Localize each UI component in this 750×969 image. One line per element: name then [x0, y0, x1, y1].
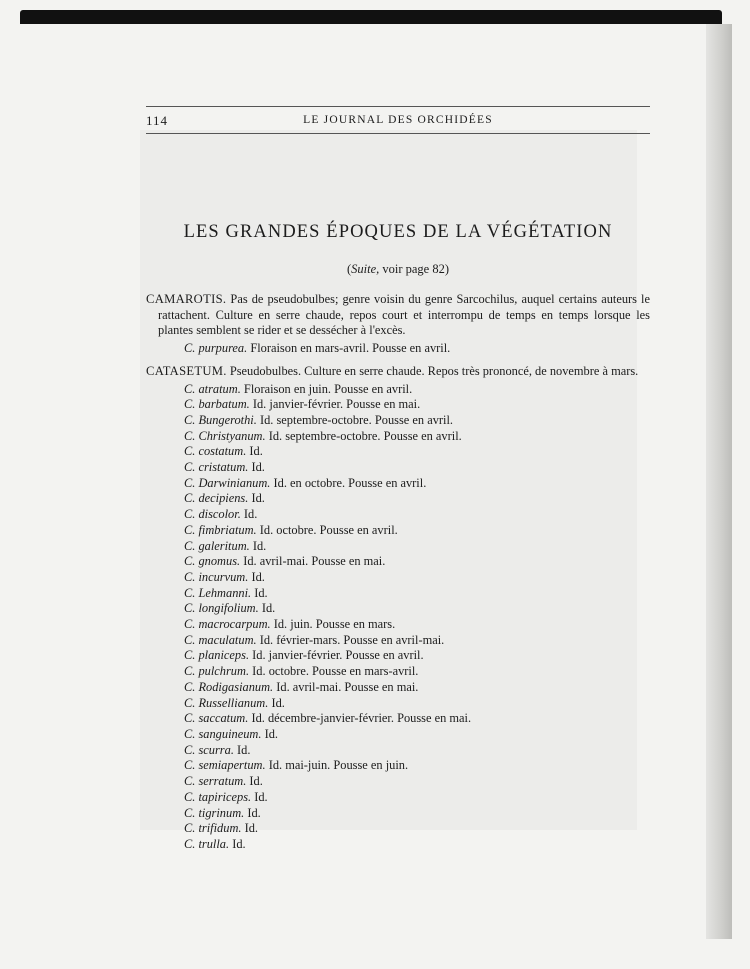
species-line [146, 397, 650, 413]
species-text: Floraison en juin. Pousse en avril. [243, 381, 413, 396]
species-line [146, 758, 650, 774]
species-line [146, 570, 650, 586]
species-name: C. galeritum. [184, 538, 250, 553]
species-text: Id. [251, 460, 265, 475]
species-text: Id. février-mars. Pousse en avril-mai. [259, 632, 445, 647]
running-header [146, 106, 650, 134]
species-line [146, 648, 650, 664]
species-name: C. tigrinum. [184, 805, 245, 820]
species-line [146, 444, 650, 460]
species-name: C. sanguineum. [184, 726, 262, 741]
species-name: C. gnomus. [184, 554, 241, 569]
species-line [146, 491, 650, 507]
species-name: C. planiceps. [184, 648, 250, 663]
species-name: C. scurra. [184, 742, 234, 757]
species-name: C. atratum. [184, 381, 241, 396]
species-name: C. Russellianum. [184, 695, 269, 710]
species-line [146, 743, 650, 759]
species-name: C. Christyanum. [184, 428, 266, 443]
species-line [146, 341, 650, 357]
species-name: C. trulla. [184, 836, 230, 851]
species-text: Id. avril-mai. Pousse en mai. [243, 554, 386, 569]
species-list [146, 341, 650, 357]
species-line [146, 790, 650, 806]
species-name: C. discolor. [184, 507, 241, 522]
species-line [146, 680, 650, 696]
species-line [146, 554, 650, 570]
species-name: C. longifolium. [184, 601, 259, 616]
scan-edge-right [706, 24, 732, 939]
species-line [146, 633, 650, 649]
species-text: Id. octobre. Pousse en avril. [259, 522, 398, 537]
species-text: Id. [237, 742, 251, 757]
species-name: C. serratum. [184, 774, 247, 789]
species-line [146, 774, 650, 790]
species-name: C. Lehmanni. [184, 585, 252, 600]
species-name: C. tapiriceps. [184, 789, 252, 804]
species-line [146, 429, 650, 445]
species-line [146, 617, 650, 633]
species-line [146, 413, 650, 429]
species-line [146, 727, 650, 743]
species-name: C. purpurea. [184, 341, 248, 356]
species-name: C. semiapertum. [184, 758, 266, 773]
species-line [146, 711, 650, 727]
species-text: Id. [247, 805, 261, 820]
species-line [146, 523, 650, 539]
species-name: C. cristatum. [184, 460, 249, 475]
species-text: Id. [251, 491, 265, 506]
species-name: C. Rodigasianum. [184, 679, 274, 694]
species-line [146, 586, 650, 602]
species-text: Id. [232, 836, 246, 851]
species-name: C. Darwinianum. [184, 475, 271, 490]
species-text: Id. [261, 601, 276, 616]
species-text: Id. [252, 538, 267, 553]
genus-entry [146, 364, 650, 380]
species-name: C. macrocarpum. [184, 617, 271, 632]
species-line [146, 806, 650, 822]
species-text: Id. [249, 774, 263, 789]
species-text: Id. juin. Pousse en mars. [273, 617, 396, 632]
species-text: Id. janvier-février. Pousse en avril. [252, 648, 424, 663]
page-number: 114 [146, 113, 169, 128]
species-list [146, 382, 650, 853]
species-text: Id. [254, 789, 268, 804]
species-line [146, 837, 650, 853]
subtitle-suite: Suite, [351, 262, 380, 276]
species-text: Floraison en mars-avril. Pousse en avril. [250, 341, 451, 356]
entries [146, 292, 650, 860]
species-name: C. barbatum. [184, 397, 250, 412]
species-text: Id. mai-juin. Pousse en juin. [268, 758, 409, 773]
species-text: Id. [243, 507, 258, 522]
subtitle-open: ( [346, 262, 352, 276]
genus-name: CAMAROTIS. [146, 292, 227, 306]
species-name: C. decipiens. [184, 491, 249, 506]
species-name: C. saccatum. [184, 711, 249, 726]
species-line [146, 601, 650, 617]
species-name: C. costatum. [184, 444, 247, 459]
scan-edge-top [20, 10, 722, 24]
species-name: C. maculatum. [184, 632, 257, 647]
species-text: Id. octobre. Pousse en mars-avril. [252, 664, 419, 679]
species-name: C. Bungerothi. [184, 412, 257, 427]
species-line [146, 507, 650, 523]
species-text: Id. septembre-octobre. Pousse en avril. [259, 412, 453, 427]
page-title: LES GRANDES ÉPOQUES DE LA VÉGÉTATION [183, 222, 613, 242]
species-text: Id. janvier-février. Pousse en mai. [252, 397, 421, 412]
species-text: Id. avril-mai. Pousse en mai. [276, 679, 419, 694]
subtitle-rest: voir page 82) [379, 262, 450, 276]
species-text: Id. [244, 821, 259, 836]
genus-description: Pas de pseudobulbes; genre voisin du genre Sarcochilus, auquel certains auteurs le rattachent. Culture en serre chaude, repos court et interrompu de temps en temps lorsque les plantes semblent se rider et se dessécher à l'excès. [158, 292, 650, 338]
species-name: C. pulchrum. [184, 664, 250, 679]
species-text: Id. [251, 569, 265, 584]
species-line [146, 460, 650, 476]
genus-description: Pseudobulbes. Culture en serre chaude. Repos très prononcé, de novembre à mars. [229, 363, 639, 378]
species-text: Id. en octobre. Pousse en avril. [273, 475, 427, 490]
species-text: Id. [249, 444, 263, 459]
species-line [146, 664, 650, 680]
species-line [146, 539, 650, 555]
species-line [146, 821, 650, 837]
genus-name: CATASETUM. [146, 363, 227, 378]
running-title: LE JOURNAL DES ORCHIDÉES [303, 114, 493, 126]
species-name: C. incurvum. [184, 569, 249, 584]
species-text: Id. [264, 726, 278, 741]
species-text: Id. [271, 695, 285, 710]
species-line [146, 696, 650, 712]
genus-entry [146, 292, 650, 339]
species-line [146, 382, 650, 398]
species-name: C. trifidum. [184, 821, 242, 836]
species-text: Id. septembre-octobre. Pousse en avril. [268, 428, 462, 443]
species-text: Id. décembre-janvier-février. Pousse en mai. [251, 711, 472, 726]
species-text: Id. [254, 585, 268, 600]
subtitle [146, 262, 650, 277]
species-line [146, 476, 650, 492]
species-name: C. fimbriatum. [184, 522, 257, 537]
